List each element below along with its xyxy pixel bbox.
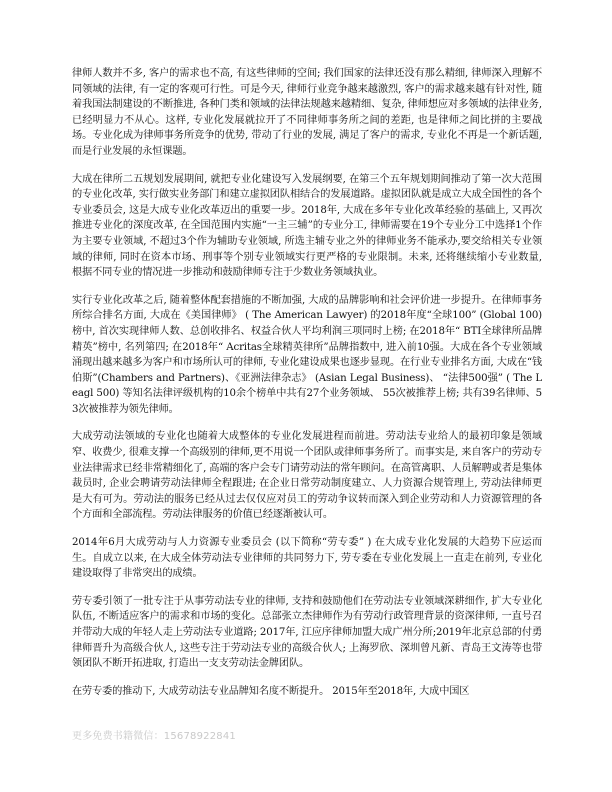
paragraph-3: 实行专业化改革之后, 随着整体配套措施的不断加强, 大成的品牌影响和社会评价进一步提升。在律师事务所综合排名方面, 大成在《美国律师》 ( The American Lawyer) 的2018年度“全球100” (Global 100) 榜中, 首次实现律师人数、总创收排名、权益合伙人平均利润三项同时上榜; 在2018年“ BTI全球律所品牌精英”榜中, 名列第四; 在2018年“ Acritas全球精英律所”品牌指数中, 进入前10强。大成在各个专业领域涌现出越来越多为客户和市场所认可的律师, 专业化建设成果也逐步显现。在行业专业排名方面, 大成在“钱伯斯”(Chambers and Partners)、《亚洲法律杂志》 (Asian Legal Business)、 “法律500强” ( The Leagl 500) 等知名法律评级机构的10余个榜单中共有27个业务领域、 55次被推荐上榜; 共有39名律师、53次被推荐为领先律师。 — [72, 294, 542, 415]
paragraph-4: 大成劳动法领域的专业化也随着大成整体的专业化发展进程而前进。劳动法专业给人的最初印象是领域窄、收费少, 很难支撑一个高级别的律师,更不用说一个团队或律师事务所了。而事实是, 来自客户的劳动专业法律需求已经非常精细化了, 高端的客户会专门请劳动法的常年顾问。在高管离职、人员解聘或者是集体裁员时, 企业会聘请劳动法律师全程跟进; 在企业日常劳动制度建立、人力资源合规管理上, 劳动法律师更是大有可为。劳动法的服务已经从过去仅仅应对员工的劳动争议转而深入到企业劳动和人力资源管理的各个方面和全部流程。劳动法律服务的价值已经逐渐被认可。 — [72, 431, 542, 521]
paragraph-2: 大成在律所二五规划发展期间, 就把专业化建设写入发展纲要, 在第三个五年规划期间推动了第一次大范围的专业化改革, 实行做实业务部门和建立虚拟团队相结合的发展道路。虚拟团队就是成立大成全国性的各个专业委员会, 这是大成专业化改革迈出的重要一步。2018年, 大成在多年专业化改革经验的基础上, 又再次推进专业化的深度改革, 在全国范围内实施“一主三辅”的专业分工, 律师需要在19个专业分工中选择1个作为主要专业领域, 不超过3个作为辅助专业领域, 所选主辅专业之外的律师业务不能承办,要交给相关专业领域的律师, 同时在资本市场、刑事等个别专业领域实行更严格的专业限制。未来, 还将继续缩小专业数量, 根据不同专业的情况进一步推动和鼓励律师专注于少数业务领域执业。 — [72, 173, 542, 279]
paragraph-6: 劳专委引领了一批专注于从事劳动法专业的律师, 支持和鼓励他们在劳动法专业领域深耕细作, 扩大专业化队伍, 不断适应客户的需求和市场的变化。总部张立杰律师作为有劳动行政管理背景的资深律师, 一直号召并带动大成的年轻人走上劳动法专业道路; 2017年, 江应序律师加盟大成广州分所;2019年北京总部的付勇律师晋升为高级合伙人, 这些专注于劳动法专业的高级合伙人; 上海罗欣、深圳曾凡新、青岛王文涛等也带领团队不断开拓进取, 打造出一支支劳动法金牌团队。 — [72, 595, 542, 670]
paragraph-1: 律师人数并不多, 客户的需求也不高, 有这些律师的空间; 我们国家的法律还没有那么精细, 律师深入理解不同领域的法律, 有一定的客观可行性。可是今天, 律师行业竞争越来越激烈, 客户的需求越来越有针对性, 随着我国法制建设的不断推进, 各种门类和领域的法律法规越来越精细、复杂, 律师想应对多领域的法律业务, 已经明显力不从心。这样, 专业化发展就拉开了不同律师事务所之间的差距, 也是律师之间比拼的主要战场。专业化成为律师事务所竞争的优势, 带动了行业的发展, 满足了客户的需求, 专业化不再是一个新话题,而是行业发展的永恒课题。 — [72, 68, 542, 157]
document-page — [72, 66, 542, 699]
paragraph-7: 在劳专委的推动下, 大成劳动法专业品牌知名度不断提升。 2015年至2018年, 大成中国区 — [72, 685, 470, 697]
watermark-text: 更多免费书籍微信：15678922841 — [72, 731, 236, 742]
paragraph-5: 2014年6月大成劳动与人力资源专业委员会 (以下简称“劳专委” ) 在大成专业化发展的大趋势下应运而生。自成立以来, 在大成全体劳动法专业律师的共同努力下, 劳专委在专业化发展上一直走在前列, 专业化建设取得了非常突出的成绩。 — [72, 537, 542, 580]
